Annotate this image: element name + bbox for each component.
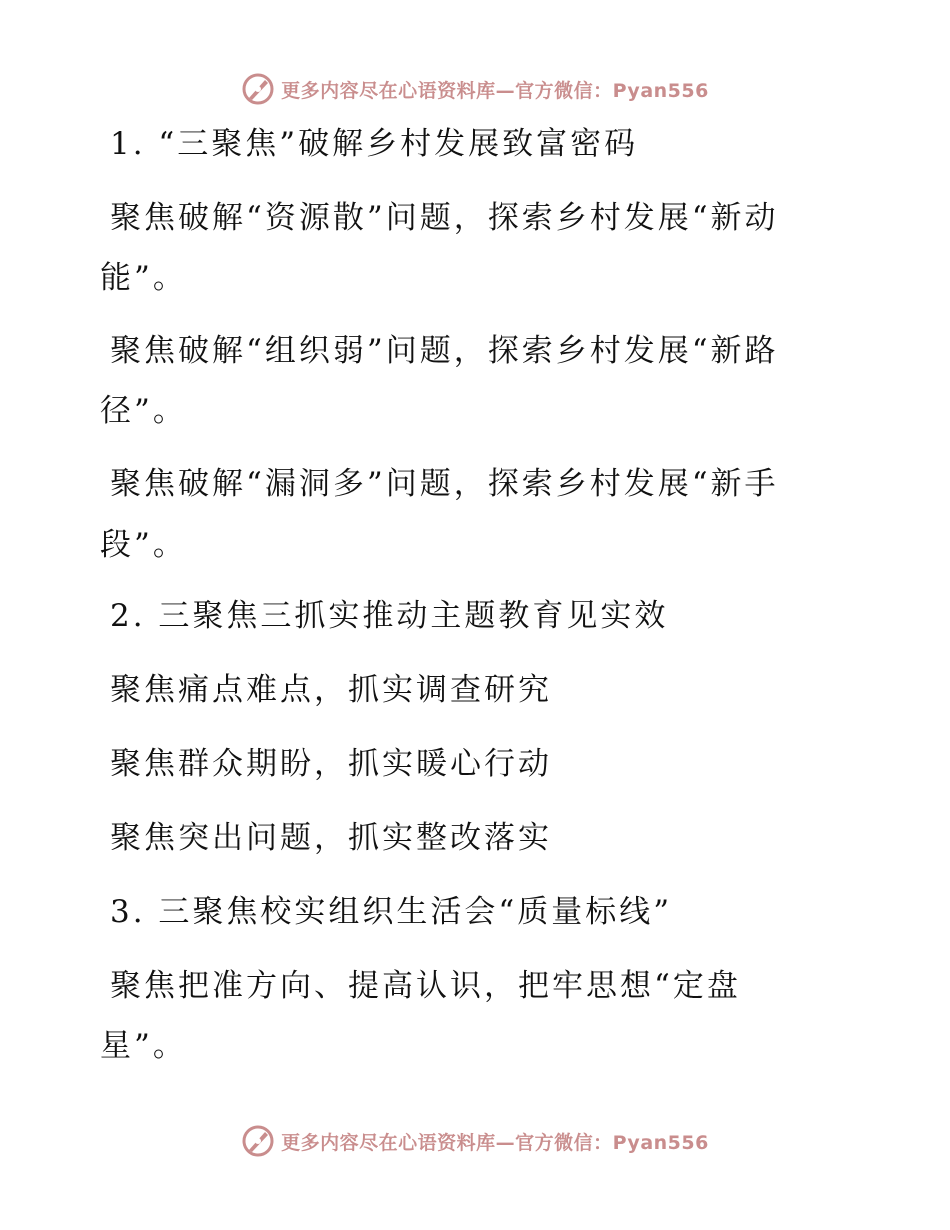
paragraph-line: 径”。 — [100, 393, 187, 429]
header-watermark — [0, 72, 950, 106]
paragraph-line: 聚焦破解“资源散”问题，探索乡村发展“新动 — [110, 200, 779, 236]
heading-1: 1. “三聚焦”破解乡村发展致富密码 — [110, 126, 639, 162]
heading-2: 2. 三聚焦三抓实推动主题教育见实效 — [110, 598, 669, 634]
paragraph-line: 聚焦破解“漏洞多”问题，探索乡村发展“新手 — [110, 466, 779, 502]
paragraph-line: 聚焦破解“组织弱”问题，探索乡村发展“新路 — [110, 333, 779, 369]
paragraph-line: 段”。 — [100, 527, 187, 563]
watermark-text: 更多内容尽在心语资料库—官方微信：Pyan556 — [281, 79, 709, 102]
paragraph-line: 聚焦突出问题，抓实整改落实 — [110, 820, 552, 856]
heading-3: 3. 三聚焦校实组织生活会“质量标线” — [110, 894, 673, 930]
paragraph-line: 能”。 — [100, 260, 187, 296]
watermark-text: 更多内容尽在心语资料库—官方微信：Pyan556 — [281, 1131, 709, 1154]
quill-logo-icon — [241, 72, 275, 106]
paragraph-line: 聚焦群众期盼，抓实暖心行动 — [110, 746, 552, 782]
paragraph-line: 星”。 — [100, 1028, 187, 1064]
quill-logo-icon — [241, 1124, 275, 1158]
paragraph-line: 聚焦痛点难点，抓实调查研究 — [110, 672, 552, 708]
footer-watermark — [0, 1124, 950, 1158]
paragraph-line: 聚焦把准方向、提高认识，把牢思想“定盘 — [110, 968, 741, 1004]
